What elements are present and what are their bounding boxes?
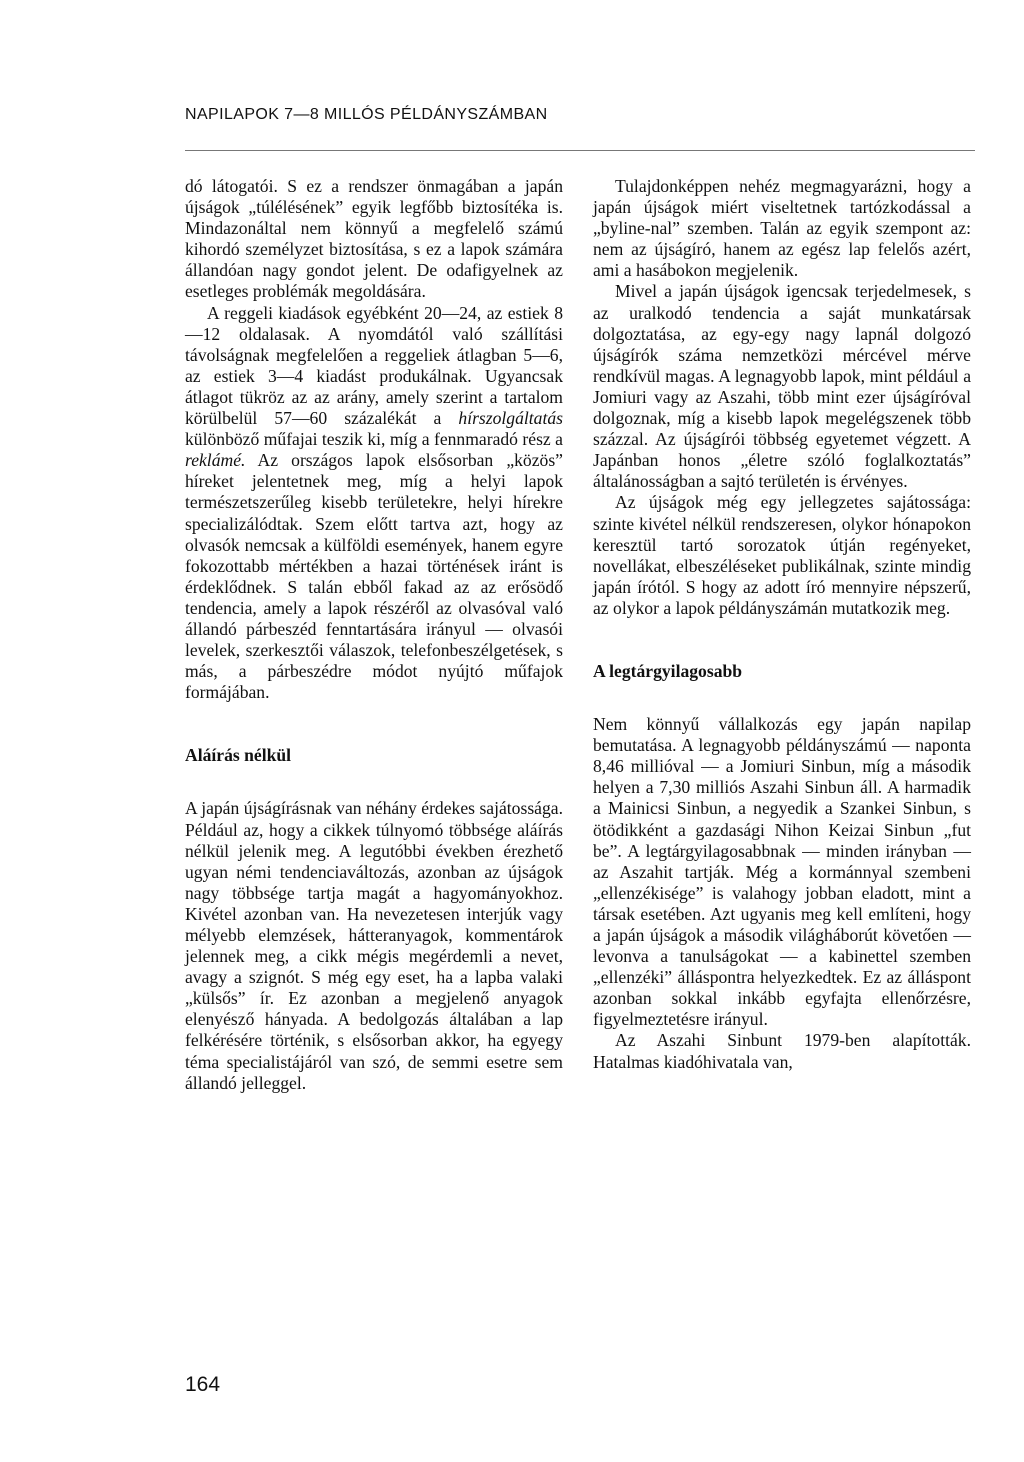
left-paragraph-3: A japán újságírásnak van néhány érdekes sajátossága. Például az, hogy a cikkek túlnyomó többsége aláírás nélkül jelenik meg. A legutóbbi években érezhető ugyan némi tendenciaváltozás, azonban az újságok nagy többsége tartja magát a hagyományokhoz. Kivétel azonban van. Ha nevezetesen interjúk vagy mélyebb elemzések, hátteranyagok, kommentárok jelennek meg, a cikk mégis megérdemli a nevet, avagy a szignót. S még egy eset, ha a lapba valaki „külsős” ír. Ez azonban a megjelenő anyagok elenyésző hányada. A bedolgozás általában a lap felkérésére történik, s elsősorban akkor, ha egyegy téma specialistájáról van szó, de semmi esetre sem állandó jelleggel. [185, 798, 563, 1093]
right-paragraph-2: Mivel a japán újságok igencsak terjedelmesek, s az uralkodó tendencia a saját munkatársak dolgoztatása, az egy-egy nagy lapnál dolgozó újságírók száma nemzetközi mércével mérve rendkívül magas. A legnagyobb lapok, mint például a Jomiuri vagy az Aszahi, több mint ezer újságíróval dolgoznak, míg a kisebb lapok megelégszenek több százzal. Az újságírói többség egyetemet végzett. A Japánban honos „életre szóló foglalkoztatás” általánosságban a sajtó területén is érvényes. [593, 281, 971, 492]
section-spacer [185, 703, 563, 745]
right-column [593, 176, 971, 1073]
left-column [185, 176, 563, 1094]
emphasis-reklame: reklámé. [185, 450, 246, 471]
page-number: 164 [185, 1373, 221, 1396]
right-paragraph-5: Az Aszahi Sinbunt 1979-ben alapították. Hatalmas kiadóhivatala van, [593, 1030, 971, 1072]
section-spacer [593, 619, 971, 661]
right-paragraph-1: Tulajdonképpen nehéz megmagyarázni, hogy a japán újságok miért viseltetnek tartózkodással a „byline-nal” szemben. Talán az egyik szempont az: nem az újságíró, hanem az egész lap felelős azért, ami a hasábokon megjelenik. [593, 176, 971, 281]
emphasis-hirszolgaltatas: hírszolgáltatás [458, 408, 563, 429]
heading-spacer [593, 682, 971, 714]
left-p2-text-c: Az országos lapok elsősorban „közös” híreket jelentetnek meg, míg a helyi lapok természetszerűleg kisebb területekre, helyi hírekre specializálódtak. Szem előtt tartva azt, hogy az olvasók nemcsak a külföldi események, hanem egyre fokozottabb mértékben a hazai történések iránt is érdeklődnek. S talán ebből fakad az az erősödő tendencia, amely a lapok részéről az olvasóval való állandó párbeszéd fenntartására irányul — olvasói levelek, szerkesztői válaszok, telefonbeszélgetések, s más, a párbeszédre módot nyújtó műfajok formájában. [185, 450, 563, 703]
section-heading-alairas: Aláírás nélkül [185, 745, 292, 766]
heading-spacer [185, 766, 563, 798]
right-paragraph-4: Nem könnyű vállalkozás egy japán napilap bemutatása. A legnagyobb példányszámú — naponta 8,46 millióval — a Jomiuri Sinbun, míg a második helyen a 7,30 milliós Aszahi Sinbun áll. A harmadik a Mainicsi Sinbun, a negyedik a Szankei Sinbun, s ötödikként a gazdasági Nihon Keizai Sinbun „fut be”. A legtárgyilagosabbnak — minden irányban — az Aszahit tartják. Még a kormánnyal szembeni „ellenzékisége” is valahogy jobban eladott, mint a társak esetében. Azt ugyanis meg kell említeni, hogy a japán újságok a második világháborút követően — levonva a tanulságokat — a kabinettel szemben „ellenzéki” álláspontra helyezkedtek. Ez az álláspont azonban sokkal inkább egyfajta ellenőrzésre, figyelmeztetésre irányul. [593, 714, 971, 1030]
left-p2-text-b: különböző műfajai teszik ki, míg a fennmaradó rész a [185, 429, 563, 450]
left-paragraph-1: dó látogatói. S ez a rendszer önmagában a japán újságok „túlélésének” egyik legfőbb biztosítéka is. Mindazonáltal nem könnyű a megfelelő számú kihordó személyzet biztosítása, s ez a lapok számára állandóan nagy gondot jelent. De odafigyelnek az esetleges problémák megoldására. [185, 176, 563, 302]
left-paragraph-2 [185, 303, 563, 704]
section-heading-legtargyilagosabb: A legtárgyilagosabb [593, 660, 743, 681]
header-rule [185, 150, 975, 151]
left-p2-text-a: A reggeli kiadások egyébként 20—24, az estiek 8—12 oldalasak. A nyomdától való szállítási távolságnak megfelelően a reggeliek átlagban 5—6, az estiek 3—4 kiadást produkálnak. Ugyancsak átlagot tükröz az az arány, amely szerint a tartalom körülbelül 57—60 százalékát a [185, 302, 563, 429]
running-head: NAPILAPOK 7—8 MILLÓS PÉLDÁNYSZÁMBAN [185, 106, 548, 123]
right-paragraph-3: Az újságok még egy jellegzetes sajátossága: szinte kivétel nélkül rendszeresen, olykor hónapokon keresztül tartó sorozatok útján regényeket, novellákat, elbeszéléseket publikálnak, szinte mindig japán írótól. S hogy az adott író mennyire népszerű, az olykor a lapok példányszámán mutatkozik meg. [593, 492, 971, 618]
